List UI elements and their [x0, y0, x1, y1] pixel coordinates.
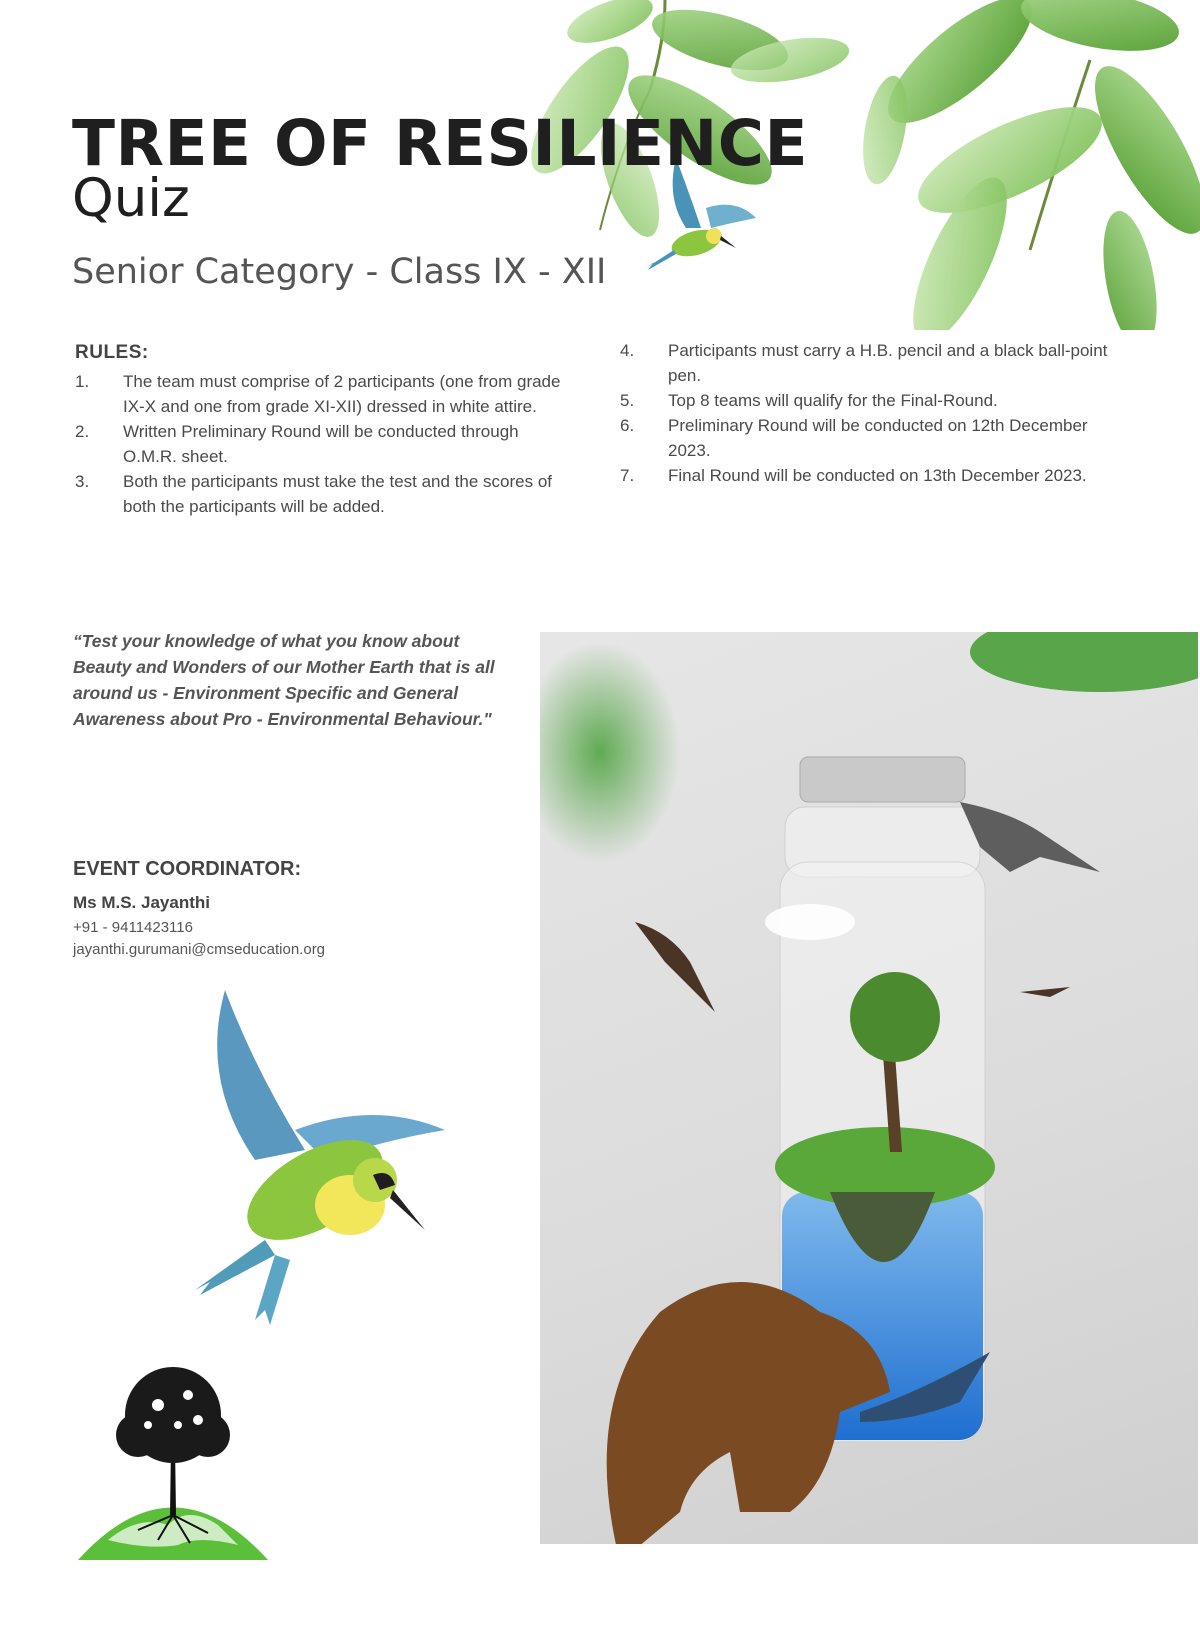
rule-item	[620, 413, 1130, 463]
poster-illustration	[540, 632, 1198, 1544]
rules-heading: RULES:	[75, 342, 149, 363]
rule-text: Final Round will be conducted on 13th December 2023.	[668, 466, 1087, 485]
rule-text: Both the participants must take the test and the scores of both the participants will be added.	[123, 472, 553, 516]
rule-text: Top 8 teams will qualify for the Final-Round.	[668, 391, 998, 410]
page-subtitle: Quiz	[72, 168, 190, 229]
rule-text: The team must comprise of 2 participants (one from grade IX-X and one from grade XI-XII) dressed in white attire.	[123, 372, 561, 416]
rule-number: 3.	[75, 472, 90, 491]
rule-number: 1.	[75, 372, 90, 391]
page-title: TREE OF RESILIENCE	[72, 107, 808, 180]
rule-number: 5.	[620, 391, 635, 410]
rule-item	[620, 388, 1130, 413]
rules-list-right	[620, 338, 1130, 488]
bird-illustration-image	[195, 990, 445, 1330]
rule-item	[75, 469, 575, 519]
rule-item	[75, 369, 575, 419]
rule-number: 4.	[620, 341, 635, 360]
rule-item	[620, 463, 1130, 488]
ecosystem-bottle-poster	[540, 632, 1198, 1544]
rule-number: 6.	[620, 416, 635, 435]
coordinator-email: jayanthi.gurumani@cmseducation.org	[73, 941, 326, 958]
rule-item	[75, 419, 575, 469]
coordinator-phone: +91 - 9411423116	[73, 919, 193, 936]
rule-text: Participants must carry a H.B. pencil and a black ball-point pen.	[668, 341, 1108, 385]
coordinator-name: Ms M.S. Jayanthi	[73, 893, 210, 912]
coordinator-heading: EVENT COORDINATOR:	[73, 858, 302, 880]
rules-list-left	[75, 369, 575, 519]
rule-item	[620, 338, 1130, 388]
tree-globe-logo	[78, 1365, 268, 1565]
quote-text: “Test your knowledge of what you know about Beauty and Wonders of our Mother Earth that is all around us - Environment Specific and General Awareness about Pro - Environmental Behaviour."	[73, 631, 495, 729]
rule-text: Written Preliminary Round will be conducted through O.M.R. sheet.	[123, 422, 519, 466]
category-label: Senior Category - Class IX - XII	[72, 252, 607, 292]
rule-number: 7.	[620, 466, 635, 485]
rule-number: 2.	[75, 422, 90, 441]
rule-text: Preliminary Round will be conducted on 12th December 2023.	[668, 416, 1088, 460]
